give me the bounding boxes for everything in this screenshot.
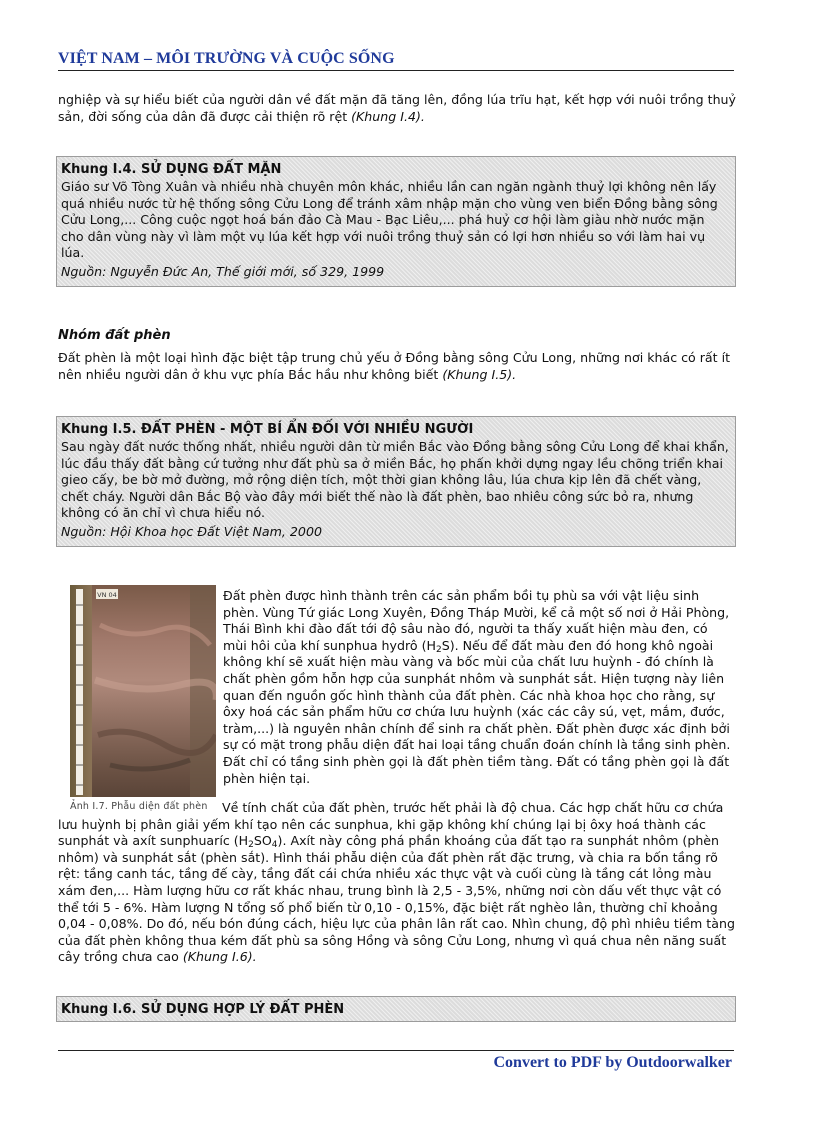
photo-label: VN 04: [97, 591, 117, 599]
box-i4-title: Khung I.4. SỬ DỤNG ĐẤT MẶN: [61, 162, 282, 177]
body-paragraph-1: [223, 588, 735, 787]
box-i4-source: Nguồn: Nguyễn Đức An, Thế giới mới, số 329, 1999: [61, 263, 385, 279]
section-heading-phen: Nhóm đất phèn: [58, 328, 171, 343]
body2-text-a: Về tính chất của đất phèn, trước hết phải là độ chua. Các hợp chất hữu cơ chứa lưu huỳnh bị phân giải yếm khí tạo nên các sunphua, khi gặp không khí chúng lại bị ôxy hoá thành các sunphát và axít sunphuaríc (H: [58, 800, 724, 849]
footer-credit: Convert to PDF by Outdoorwalker: [493, 1054, 732, 1071]
box-i6-title: Khung I.6. SỬ DỤNG HỢP LÝ ĐẤT PHÈN: [61, 1002, 345, 1017]
body2-subscript-1: 2: [248, 840, 254, 851]
body2-text-c: ). Axít này công phá phần khoáng của đất tạo ra sunphát nhôm (phèn nhôm) và sunphát sắt (phèn sắt). Hình thái phẫu diện của đất phèn rất đặc trưng, và chia ra bốn tầng rõ rệt: tầng canh tác, tầng đế cày, tầng đất cái chứa nhiều xác thực vật và cuối cùng là tầng cát lỏng màu xám đen,... Hàm lượng hữu cơ rất khác nhau, trung bình là 2,5 - 3,5%, những nơi còn dấu vết thực vật có thể tới 5 - 6%. Hàm lượng N tổng số phổ biến từ 0,10 - 0,15%, đặc biệt rất nghèo lân, thường chỉ khoảng 0,04 - 0,08%. Do đó, nếu bón đúng cách, hiệu lực của phân lân rất cao. Nhìn chung, độ phì nhiêu tiềm tàng của đất phèn không thua kém đất phù sa sông Hồng và sông Cửu Long, nhưng vì quá chua nên năng suất cây trồng chưa cao: [58, 833, 735, 965]
body1-text-b: S). Nếu để đất màu đen đó hong khô ngoài không khí sẽ xuất hiện màu vàng và bốc mùi của chất lưu huỳnh - đó chính là chất phèn gồm hỗn hợp của sunphát nhôm và sunphát sắt. Hiện tượng này liên quan đến nguồn gốc hình thành của đất phèn. Các nhà khoa học cho rằng, sự ôxy hoá các sản phẩm hữu cơ chứa lưu huỳnh (xác các cây sú, vẹt, mắm, đước, tràm,...) là nguyên nhân chính để sinh ra chất phèn. Đất phèn được xác định bởi sự có mặt trong phẫu diện đất hai loại tầng chuẩn đoán chính là tầng sinh phèn. Đất chỉ có tầng sinh phèn gọi là đất phèn tiềm tàng. Đất có tầng phèn gọi là đất phèn hiện tại.: [223, 637, 731, 786]
box-i4-body: Giáo sư Võ Tòng Xuân và nhiều nhà chuyên môn khác, nhiều lần can ngăn ngành thuỷ lợi không nên lấy quá nhiều nước từ hệ thống sông Cửu Long để tránh xâm nhập mặn cho vùng ven biển Đồng bằng sông Cửu Long,... Công cuộc ngọt hoá bán đảo Cà Mau - Bạc Liêu,... phá huỷ cơ hội làm giàu nhờ nước mặn cho dân vùng này vì làm một vụ lúa kết hợp với nuôi trồng thuỷ sản có lợi hơn nhiều so với làm hai vụ lúa.: [61, 179, 718, 261]
intro-reference: (Khung I.4).: [351, 108, 425, 124]
soil-profile-photo: [70, 585, 216, 797]
box-i5: [56, 416, 736, 547]
phen-intro-reference: (Khung I.5).: [442, 366, 517, 382]
body2-subscript-2: 4: [271, 840, 278, 851]
body2-reference: (Khung I.6).: [182, 949, 257, 965]
intro-text: nghiệp và sự hiểu biết của người dân về đất mặn đã tăng lên, đồng lúa trĩu hạt, kết hợp với nuôi trồng thuỷ sản, đời sống của dân đã được cải thiện rõ rệt: [58, 92, 736, 124]
intro-paragraph: [58, 92, 738, 125]
box-i5-source: Nguồn: Hội Khoa học Đất Việt Nam, 2000: [61, 523, 322, 539]
box-i6: [56, 996, 736, 1022]
phen-intro-text: Đất phèn là một loại hình đặc biệt tập trung chủ yếu ở Đồng bằng sông Cửu Long, những nơi khác có rất ít nên nhiều người dân ở khu vực phía Bắc hầu như không biết: [58, 350, 731, 382]
body-paragraph-2: [58, 800, 738, 966]
page-header-title: VIỆT NAM – MÔI TRƯỜNG VÀ CUỘC SỐNG: [58, 50, 395, 67]
figure-caption: Ảnh I.7. Phẫu diện đất phèn: [70, 801, 208, 812]
box-i5-title: Khung I.5. ĐẤT PHÈN - MỘT BÍ ẨN ĐỐI VỚI NHIỀU NGƯỜI: [61, 422, 474, 437]
soil-profile-figure: [70, 585, 220, 812]
header-divider: [58, 70, 734, 71]
body1-subscript: 2: [435, 644, 442, 655]
box-i5-body: Sau ngày đất nước thống nhất, nhiều người dân từ miền Bắc vào Đồng bằng sông Cửu Long để khai khẩn, lúc đầu thấy đất bằng cứ tưởng như đất phù sa ở miền Bắc, họ phấn khởi dựng ngay lều chõng triển khai gieo cấy, be bờ mở đường, mở rộng diện tích, một thời gian không lâu, lúa chưa kịp lên đã chết vàng, chết cháy. Người dân Bắc Bộ vào đây mới biết thế nào là đất phèn, bao nhiêu công sức bỏ ra, nhưng không có ăn chỉ vì chưa hiểu nó.: [61, 439, 729, 521]
phen-intro-paragraph: [58, 350, 738, 383]
body2-text-b: SO: [253, 833, 272, 849]
footer-divider: [58, 1050, 734, 1051]
box-i4: [56, 156, 736, 287]
body1-text-a: Đất phèn được hình thành trên các sản phẩm bồi tụ phù sa với vật liệu sinh phèn. Vùng Tứ giác Long Xuyên, Đồng Tháp Mười, kể cả một số nơi ở Hải Phòng, Thái Bình khi đào đất tới độ sâu nào đó, người ta thấy xuất hiện màu đen, có mùi hôi của khí sunphua hydrô (H: [223, 588, 730, 653]
